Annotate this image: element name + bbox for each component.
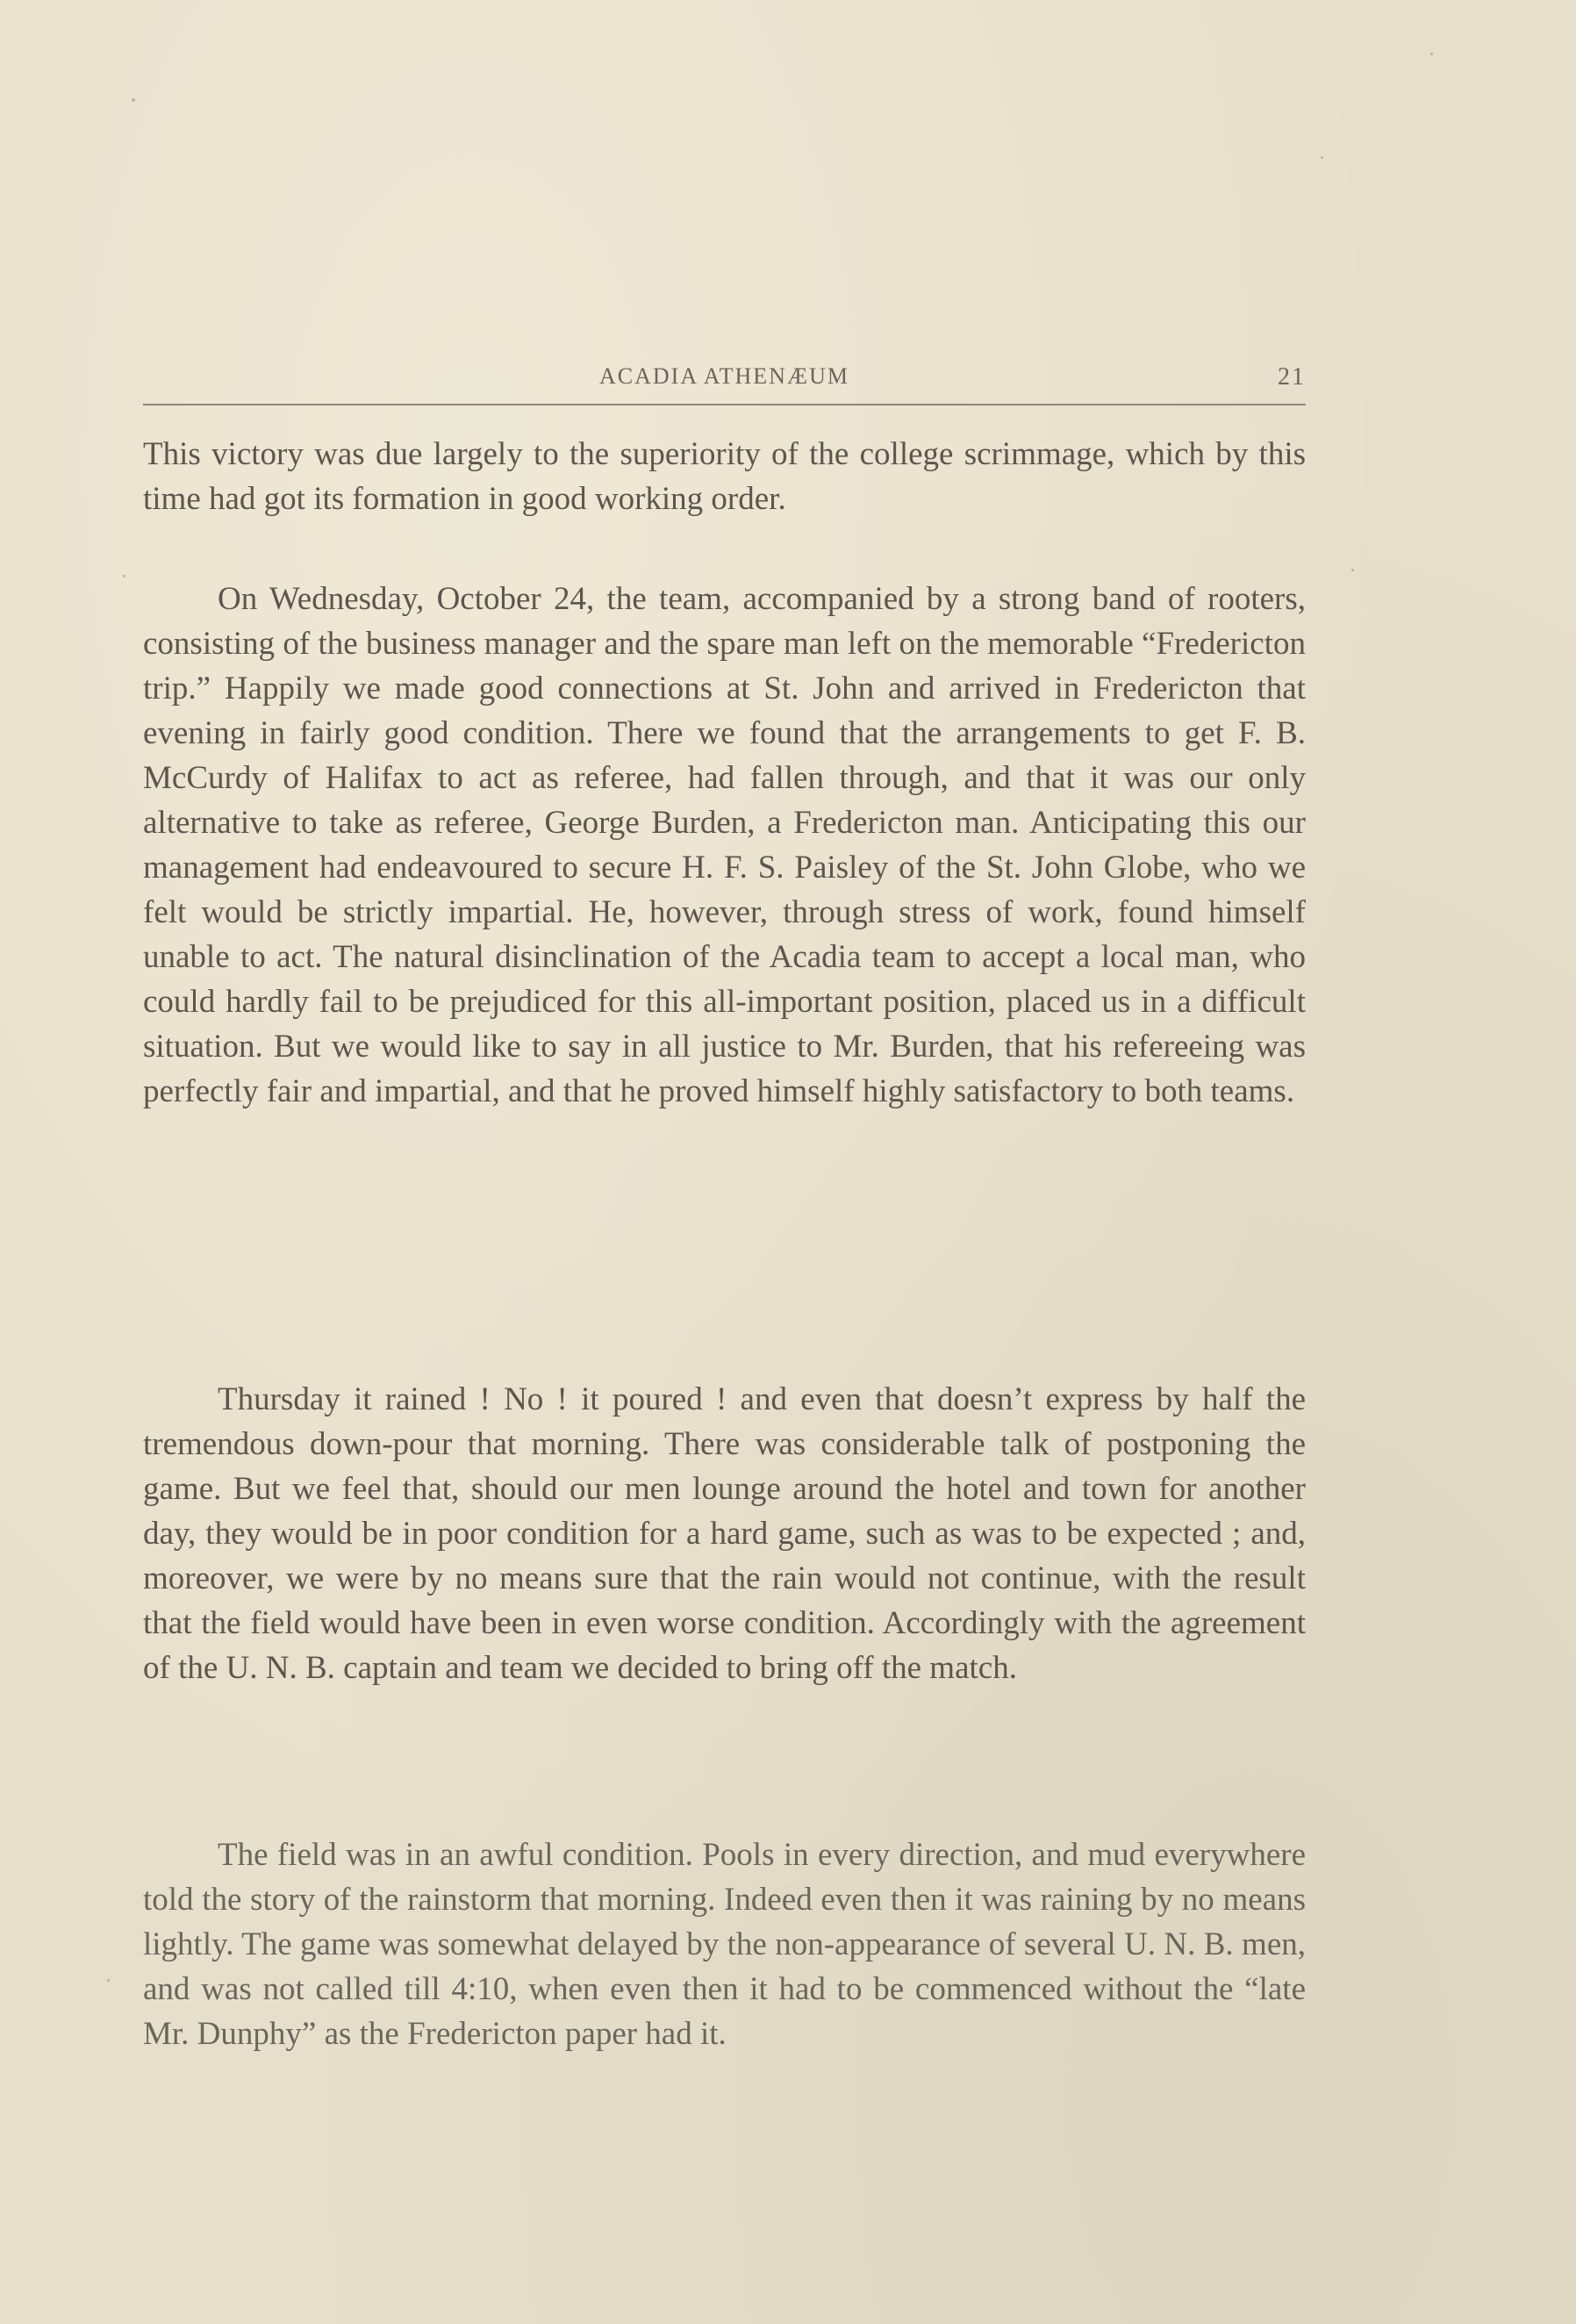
- paper-speck: [107, 1979, 110, 1982]
- paper-speck: [1321, 156, 1323, 159]
- paragraph-4: [143, 1833, 1306, 2056]
- paper-speck: [1430, 53, 1433, 55]
- paragraph-text: Thursday it rained ! No ! it poured ! and even that doesn’t express by half the tremendous down-pour that morning. There was considerable talk of postponing the game. But we feel that, should our men lounge around the hotel and town for another day, they would be in poor condition for a hard game, such as was to be expected ; and, moreover, we were by no means sure that the rain would not continue, with the result that the field would have been in even worse condition. Accordingly with the agreement of the U. N. B. captain and team we decided to bring off the match.: [143, 1381, 1306, 1686]
- page-number: 21: [1278, 363, 1306, 391]
- paragraph-text: This victory was due largely to the superiority of the college scrimmage, which by this time had got its formation in good working order.: [143, 436, 1306, 517]
- paragraph-1: [143, 432, 1306, 521]
- paragraph-3: [143, 1377, 1306, 1690]
- header-rule: [143, 404, 1306, 405]
- paragraph-text: The field was in an awful condition. Pools in every direction, and mud everywhere told the story of the rainstorm that morning. Indeed even then it was raining by no means lightly. The game was somewhat delayed by the non-appearance of several U. N. B. men, and was not called till 4:10, when even then it had to be commenced without the “late Mr. Dunphy” as the Fredericton paper had it.: [143, 1837, 1306, 2052]
- paper-speck: [123, 575, 125, 577]
- running-header: [143, 360, 1306, 404]
- paper-speck: [132, 98, 135, 102]
- paragraph-2: [143, 577, 1306, 1114]
- paper-speck: [1351, 569, 1354, 571]
- paragraph-text: On Wednesday, October 24, the team, accompanied by a strong band of rooters, consisting of the business manager and the spare man left on the memorable “Fredericton trip.” Happily we made good connections at St. John and arrived in Fredericton that evening in fairly good condition. There we found that the arrangements to get F. B. McCurdy of Halifax to act as referee, had fallen through, and that it was our only alternative to take as referee, George Burden, a Fredericton man. Anticipating this our management had endeavoured to secure H. F. S. Paisley of the St. John Globe, who we felt would be strictly impartial. He, however, through stress of work, found himself unable to act. The natural disinclination of the Acadia team to accept a local man, who could hardly fail to be prejudiced for this all-important position, placed us in a difficult situation. But we would like to say in all justice to Mr. Burden, that his refereeing was perfectly fair and impartial, and that he proved himself highly satisfactory to both teams.: [143, 581, 1306, 1109]
- running-title: ACADIA ATHENÆUM: [599, 363, 849, 389]
